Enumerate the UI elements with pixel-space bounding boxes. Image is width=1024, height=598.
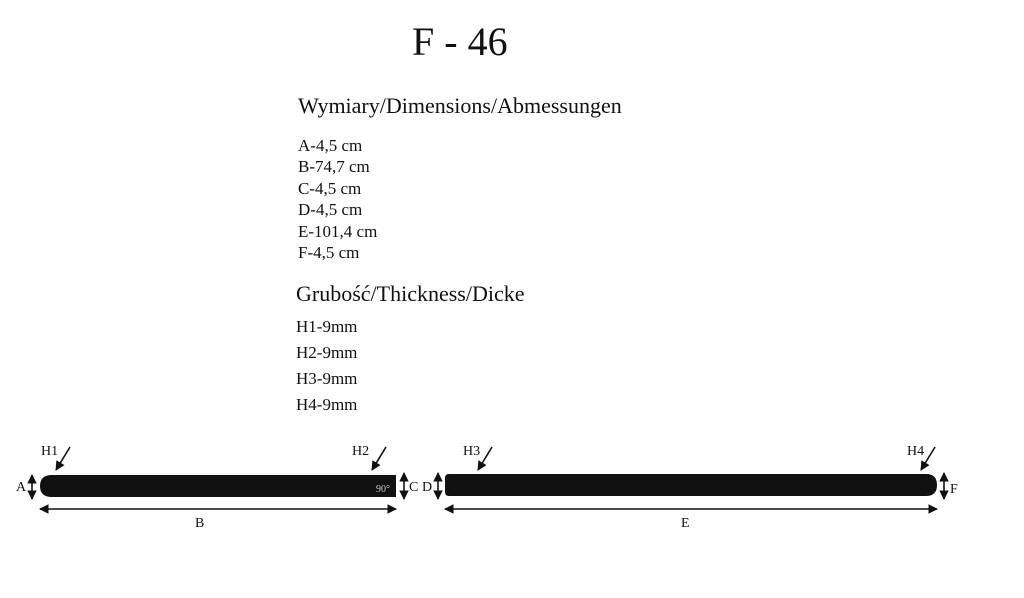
e-label: E [681,516,690,531]
dimensions-heading: Wymiary/Dimensions/Abmessungen [298,93,622,118]
b-label: B [195,516,205,531]
thickness-heading: Grubość/Thickness/Dicke [296,281,525,306]
product-title: F - 46 [412,19,508,64]
thickness-h1: H1-9mm [296,317,358,336]
h4-label: H4 [907,444,925,459]
dimension-b: B-74,7 cm [298,157,370,177]
dimension-f: F-4,5 cm [298,242,360,262]
angle-label: 90° [376,484,390,495]
thickness-h4: H4-9mm [296,395,358,414]
dimension-d: D-4,5 cm [298,200,363,220]
h2-label: H2 [352,444,370,459]
h1-label: H1 [41,444,59,459]
dimension-c: C-4,5 cm [298,178,362,198]
h3-label: H3 [463,444,481,459]
left-piece [40,475,396,497]
h2-arrow [372,447,386,470]
c-label: C [409,480,419,495]
dimension-a: A-4,5 cm [298,136,363,155]
right-piece-group [422,444,958,531]
left-piece-group [16,444,418,531]
d-label: D [422,480,433,495]
f-label: F [950,482,958,497]
a-label: A [16,480,27,495]
thickness-h3: H3-9mm [296,369,358,388]
thickness-h2: H2-9mm [296,343,358,362]
dimension-e: E-101,4 cm [298,221,378,241]
right-piece [445,474,937,496]
